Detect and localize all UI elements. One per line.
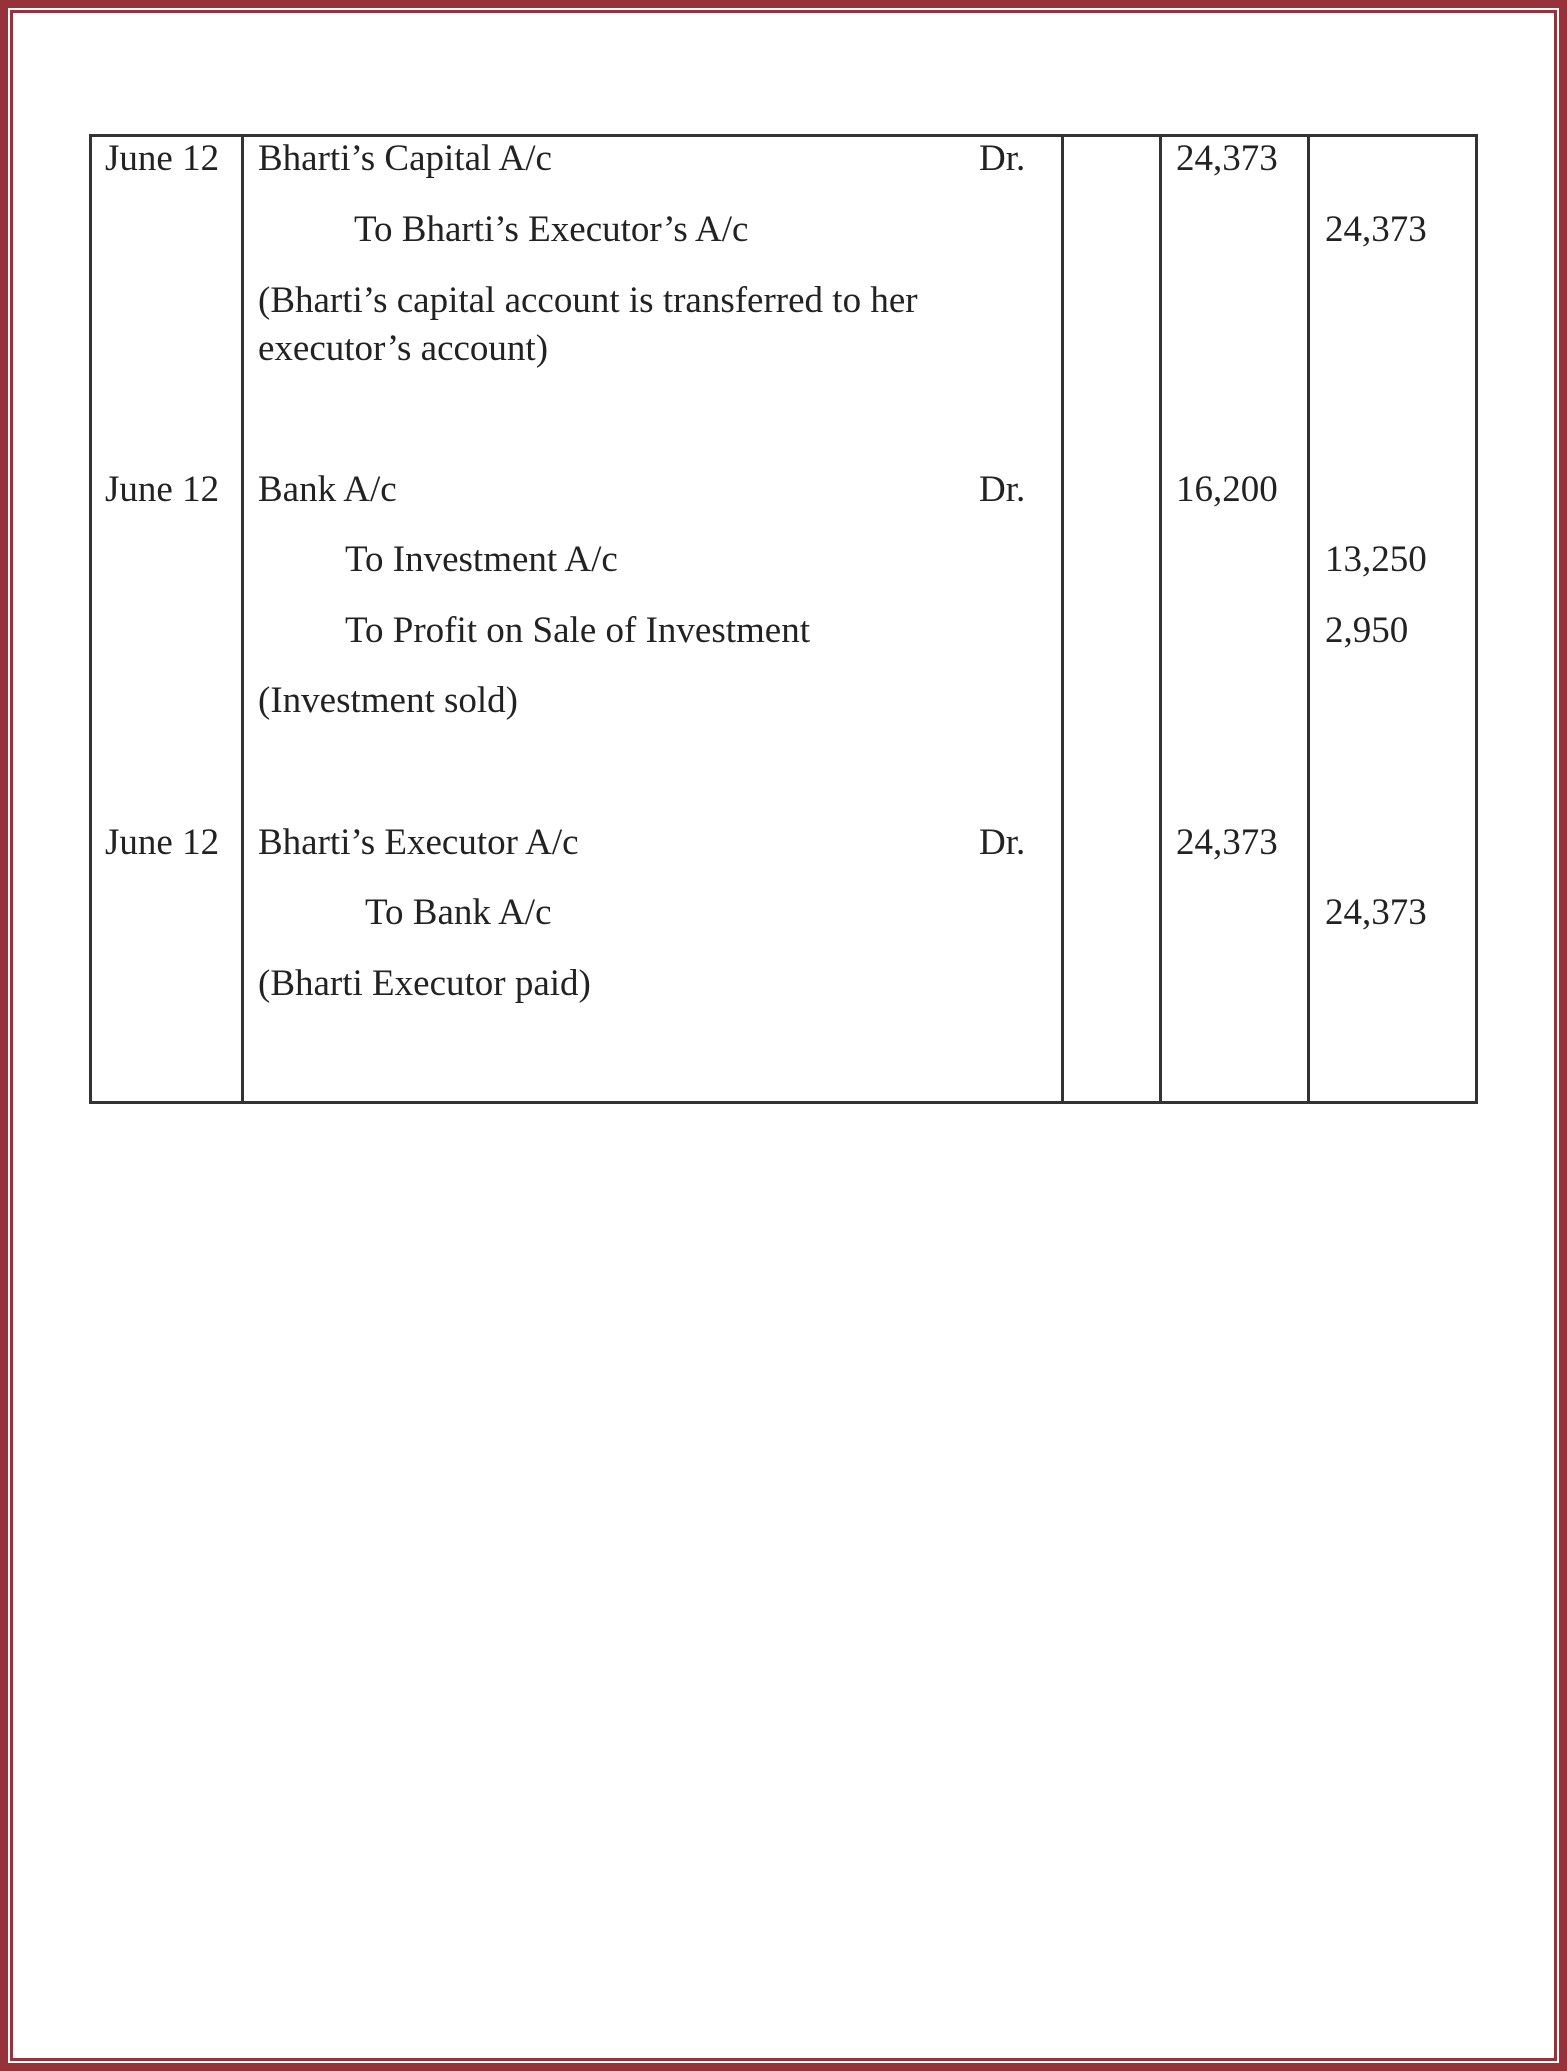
column-divider-particulars — [1061, 134, 1064, 1104]
credit-account: To Profit on Sale of Investment — [345, 610, 810, 651]
debit-amount: 24,373 — [1176, 822, 1278, 863]
debit-account: Bank A/c — [258, 469, 397, 510]
column-divider-debit — [1307, 134, 1310, 1104]
credit-account: To Bank A/c — [365, 892, 552, 933]
column-divider-date — [241, 134, 244, 1104]
dr-label: Dr. — [979, 138, 1026, 179]
dr-label: Dr. — [979, 822, 1026, 863]
column-divider-lf — [1159, 134, 1162, 1104]
entry-date: June 12 — [105, 822, 220, 863]
entry-date: June 12 — [105, 469, 220, 510]
debit-account: Bharti’s Executor A/c — [258, 822, 579, 863]
credit-amount: 13,250 — [1325, 539, 1427, 580]
entry-date: June 12 — [105, 138, 220, 179]
credit-amount: 24,373 — [1325, 892, 1427, 933]
credit-amount: 2,950 — [1325, 610, 1409, 651]
debit-amount: 24,373 — [1176, 138, 1278, 179]
dr-label: Dr. — [979, 469, 1026, 510]
narration: (Bharti’s capital account is transferred to her — [258, 280, 918, 321]
narration: executor’s account) — [258, 328, 549, 369]
narration: (Investment sold) — [258, 680, 518, 721]
debit-amount: 16,200 — [1176, 469, 1278, 510]
credit-account: To Bharti’s Executor’s A/c — [354, 209, 749, 250]
narration: (Bharti Executor paid) — [258, 963, 591, 1004]
credit-amount: 24,373 — [1325, 209, 1427, 250]
debit-account: Bharti’s Capital A/c — [258, 138, 552, 179]
credit-account: To Investment A/c — [345, 539, 618, 580]
